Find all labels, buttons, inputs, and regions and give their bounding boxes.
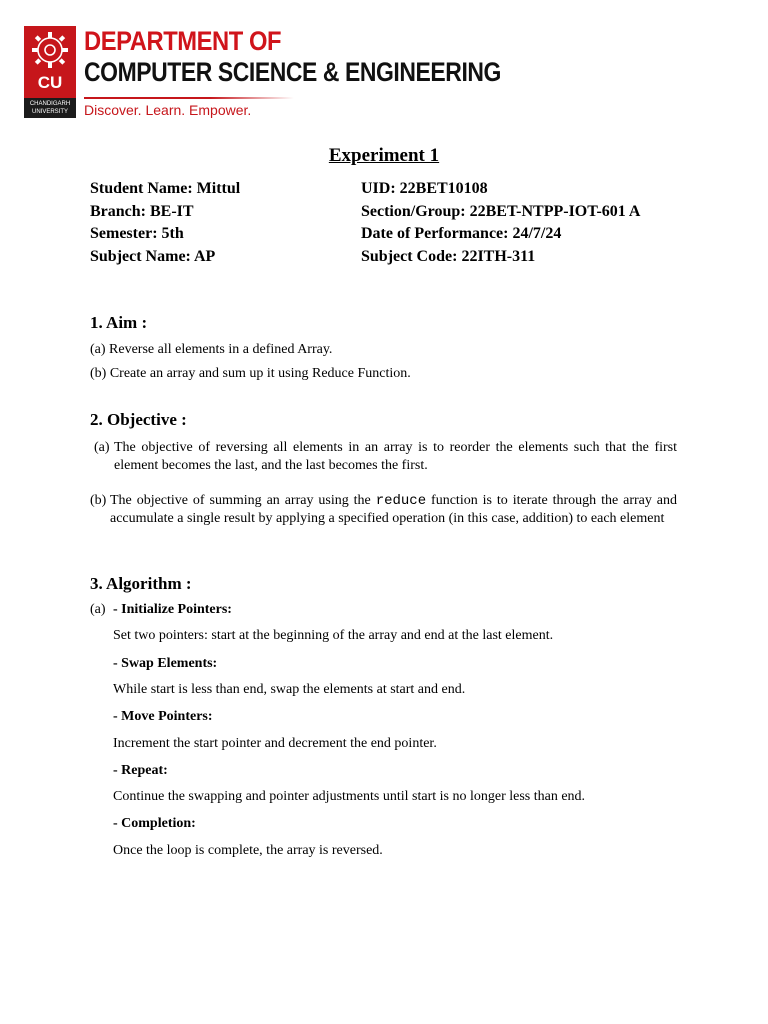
university-logo bbox=[24, 26, 76, 118]
aim-heading: 1. Aim : bbox=[90, 313, 148, 332]
step-desc-move: Increment the start pointer and decrement the end pointer. bbox=[113, 736, 437, 751]
step-title-initialize: - Initialize Pointers: bbox=[113, 602, 232, 617]
objective-a bbox=[94, 439, 677, 475]
objective-b-code: reduce bbox=[375, 493, 427, 509]
objective-a-label: (a) bbox=[94, 440, 110, 455]
objective-b-text-after: function is to iterate through the array and accumulate a single result by applying a specified operation (in this case, addition) to each element bbox=[110, 493, 678, 526]
aim-item-b: (b) Create an array and sum up it using Reduce Function. bbox=[90, 366, 411, 381]
experiment-title: Experiment 1 bbox=[328, 145, 440, 166]
department-title-line1: DEPARTMENT OF bbox=[84, 26, 282, 56]
student-info-left bbox=[90, 178, 240, 268]
letterhead bbox=[24, 26, 501, 122]
objective-b-label: (b) bbox=[90, 493, 107, 508]
date-of-performance: Date of Performance: 24/7/24 bbox=[361, 225, 562, 242]
gear-emblem-icon bbox=[24, 26, 76, 98]
subject-name: Subject Name: AP bbox=[90, 247, 216, 265]
step-title-repeat: - Repeat: bbox=[113, 763, 168, 778]
step-desc-swap: While start is less than end, swap the elements at start and end. bbox=[113, 682, 466, 697]
branch: Branch: BE-IT bbox=[90, 202, 194, 220]
algorithm-heading: 3. Algorithm : bbox=[90, 574, 192, 593]
department-title-line2: COMPUTER SCIENCE & ENGINEERING bbox=[84, 57, 501, 87]
subject-code: Subject Code: 22ITH-311 bbox=[361, 247, 536, 265]
aim-item-a: (a) Reverse all elements in a defined Array. bbox=[90, 342, 333, 357]
logo-university-name: CHANDIGARH UNIVERSITY bbox=[24, 98, 76, 118]
semester: Semester: 5th bbox=[90, 225, 184, 242]
step-desc-repeat: Continue the swapping and pointer adjustments until start is no longer less than end. bbox=[113, 789, 586, 804]
student-name: Student Name: Mittul bbox=[90, 180, 241, 197]
uid: UID: 22BET10108 bbox=[361, 180, 488, 197]
logo-initials: CU bbox=[37, 73, 63, 92]
objective-a-text: The objective of reversing all elements in an array is to reorder the elements such that the first element becomes the last, and the last becomes the first. bbox=[114, 440, 677, 473]
objective-heading: 2. Objective : bbox=[90, 410, 187, 429]
objective-b bbox=[90, 492, 678, 528]
step-desc-initialize: Set two pointers: start at the beginning of the array and end at the last element. bbox=[113, 628, 554, 643]
header-divider bbox=[84, 97, 294, 99]
objective-b-text-before: The objective of summing an array using the bbox=[110, 493, 371, 508]
student-info-right bbox=[361, 178, 640, 268]
step-title-swap: - Swap Elements: bbox=[113, 656, 218, 671]
step-desc-completion: Once the loop is complete, the array is reversed. bbox=[113, 843, 383, 858]
section-group: Section/Group: 22BET-NTPP-IOT-601 A bbox=[361, 202, 641, 220]
tagline: Discover. Learn. Empower. bbox=[84, 102, 252, 118]
algorithm-label: (a) bbox=[90, 602, 106, 617]
step-title-move: - Move Pointers: bbox=[113, 709, 213, 724]
step-title-completion: - Completion: bbox=[113, 816, 196, 831]
